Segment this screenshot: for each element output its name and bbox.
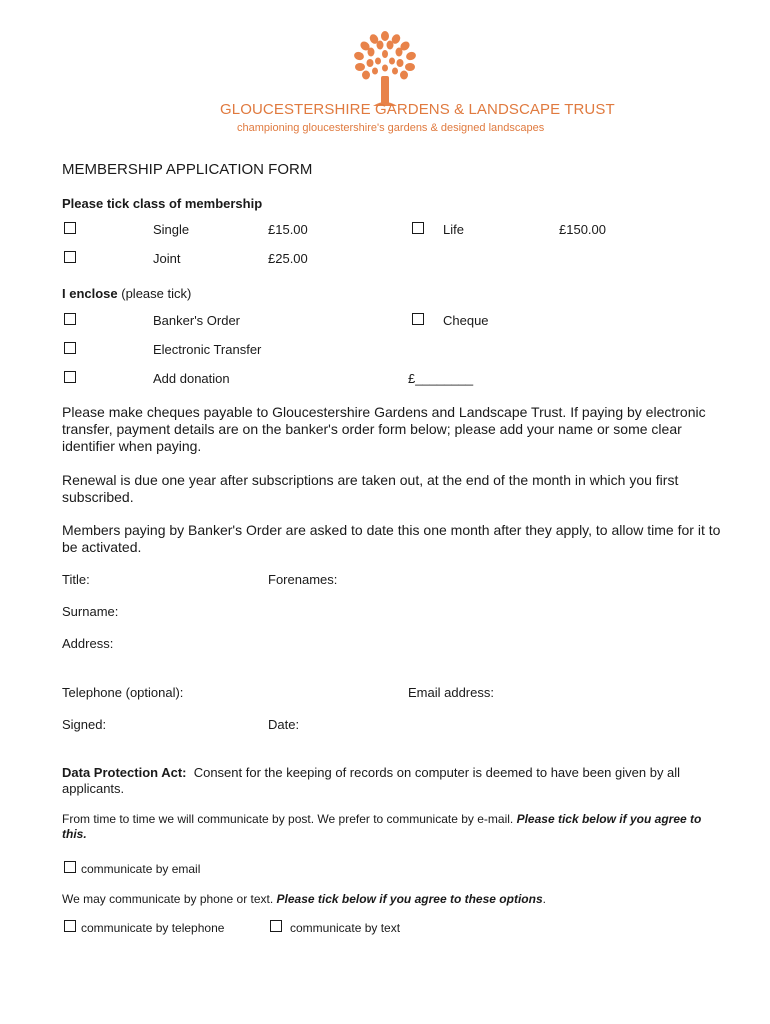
org-name: GLOUCESTERSHIRE GARDENS & LANDSCAPE TRUST (220, 101, 615, 118)
cheque-label: Cheque (443, 313, 489, 328)
telephone-consent-label: communicate by telephone (81, 921, 225, 935)
joint-label: Joint (153, 251, 181, 266)
comm2-end: . (542, 892, 546, 906)
electronic-transfer-label: Electronic Transfer (153, 342, 262, 357)
life-label: Life (443, 222, 464, 237)
add-donation-checkbox[interactable] (64, 371, 76, 383)
email-consent-label: communicate by email (81, 862, 201, 876)
add-donation-label: Add donation (153, 371, 230, 386)
enclose-rest: (please tick) (117, 286, 192, 301)
text-consent-checkbox[interactable] (270, 920, 282, 932)
text-consent-label: communicate by text (290, 921, 401, 935)
cheque-checkbox[interactable] (412, 313, 424, 325)
renewal-note: Renewal is due one year after subscriptions are taken out, at the end of the month in which you first subscribed. (62, 472, 679, 505)
email-consent-note (62, 812, 722, 842)
enclose-prompt (62, 286, 191, 301)
enclose-bold: I enclose (62, 286, 118, 301)
single-checkbox[interactable] (64, 222, 76, 234)
comm2-emphasis: Please tick below if you agree to these options (276, 892, 543, 906)
comm1-text: From time to time we will communicate by post. We prefer to communicate by e-mail. (62, 812, 517, 826)
bankers-order-checkbox[interactable] (64, 313, 76, 325)
single-label: Single (153, 222, 190, 237)
life-price: £150.00 (559, 222, 606, 237)
bankers-order-label: Banker's Order (153, 313, 241, 328)
email-field-label: Email address: (408, 685, 494, 700)
phone-consent-note (62, 892, 722, 907)
comm2-text: We may communicate by phone or text. (62, 892, 277, 906)
donation-amount-field[interactable]: £________ (408, 371, 474, 386)
surname-field-label: Surname: (62, 604, 119, 619)
bankers-order-note: Members paying by Banker's Order are asked to date this one month after they apply, to allow time for it to be activated. (62, 522, 721, 555)
email-consent-checkbox[interactable] (64, 861, 76, 873)
joint-checkbox[interactable] (64, 251, 76, 263)
form-title: MEMBERSHIP APPLICATION FORM (62, 161, 313, 178)
membership-prompt: Please tick class of membership (62, 196, 263, 211)
forenames-field-label: Forenames: (268, 572, 338, 587)
address-field-label: Address: (62, 636, 114, 651)
dpa-heading: Data Protection Act: (62, 765, 187, 780)
life-checkbox[interactable] (412, 222, 424, 234)
single-price: £15.00 (268, 222, 308, 237)
title-field-label: Title: (62, 572, 90, 587)
data-protection-statement (62, 765, 722, 797)
tree-logo-icon (340, 30, 430, 108)
org-tagline: championing gloucestershire's gardens & designed landscapes (237, 122, 545, 134)
electronic-transfer-checkbox[interactable] (64, 342, 76, 354)
date-field-label: Date: (268, 717, 300, 732)
telephone-field-label: Telephone (optional): (62, 685, 184, 700)
dpa-text: Consent for the keeping of records on computer is deemed to have been given by all applicants. (62, 765, 684, 796)
payment-instructions: Please make cheques payable to Gloucestershire Gardens and Landscape Trust. If paying by electronic transfer, payment details are on the banker's order form below; please add your name or some clear identifier when paying. (62, 404, 706, 454)
telephone-consent-checkbox[interactable] (64, 920, 76, 932)
signed-field-label: Signed: (62, 717, 107, 732)
joint-price: £25.00 (268, 251, 308, 266)
comm1-emphasis: Please tick below if you agree to this. (62, 812, 702, 841)
